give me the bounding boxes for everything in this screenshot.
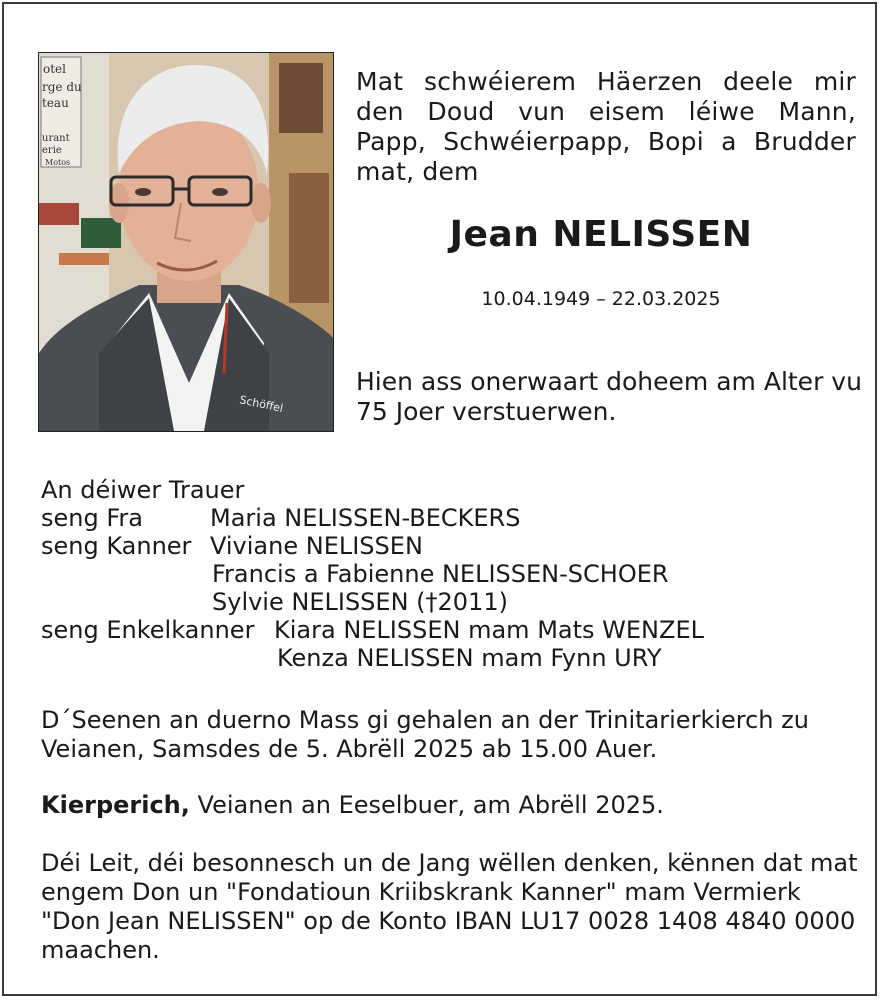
sign-text-hotel: otel [43,62,66,76]
deceased-name: Jean NELISSEN [449,214,753,255]
mass-announcement: D´Seenen an duerno Mass gi gehalen an der Trinitarierkierch zu Veianen, Samsdes de 5. Abrëll 2025 ab 15.00 Auer. [41,706,809,763]
sign-text-4: erie [42,145,62,156]
sign-text-5: Motos [45,158,71,167]
passing-text: Hien ass onerwaart doheem am Alter vu 75 Joer verstuerwen. [356,367,862,426]
sign-text-2: teau [42,96,69,110]
mourners-section [41,476,861,672]
wife-name: Maria NELISSEN-BECKERS [210,504,521,532]
life-dates: 10.04.1949 – 22.03.2025 [481,288,721,310]
grandchildren-label: seng Enkelkanner [41,616,255,644]
place-date-line [41,791,861,820]
portrait-photo [38,52,334,432]
place-bold: Kierperich, [41,791,190,819]
child-name: Viviane NELISSEN [210,532,423,560]
child-name: Francis a Fabienne NELISSEN-SCHOER [212,560,669,588]
donation-text: Déi Leit, déi besonnesch un de Jang wëllen denken, kënnen dat mat engem Don un "Fondatioun Kriibskrank Kanner" mam Vermierk "Don Jean NELISSEN" op de Konto IBAN LU17 0028 1408 4840 0000 maachen. [41,849,858,964]
notice-frame [2,2,877,996]
grandchild-name: Kenza NELISSEN mam Fynn URY [277,644,662,672]
portrait-illustration [39,53,333,431]
sign-text-3: urant [42,133,70,144]
jacket-logo-text: Schöffel [238,393,285,416]
mourners-heading: An déiwer Trauer [41,476,245,504]
grandchild-name: Kiara NELISSEN mam Mats WENZEL [274,616,704,644]
place-rest: Veianen an Eeselbuer, am Abrëll 2025. [189,791,664,819]
child-name: Sylvie NELISSEN (†2011) [212,588,508,616]
children-label: seng Kanner [41,532,192,560]
wife-label: seng Fra [41,504,143,532]
sign-text-1: rge du [42,80,82,94]
intro-text: Mat schwéierem Häerzen deele mir den Doud vun eisem léiwe Mann, Papp, Schwéierpapp, Bopi a Brudder mat, dem [356,67,856,186]
